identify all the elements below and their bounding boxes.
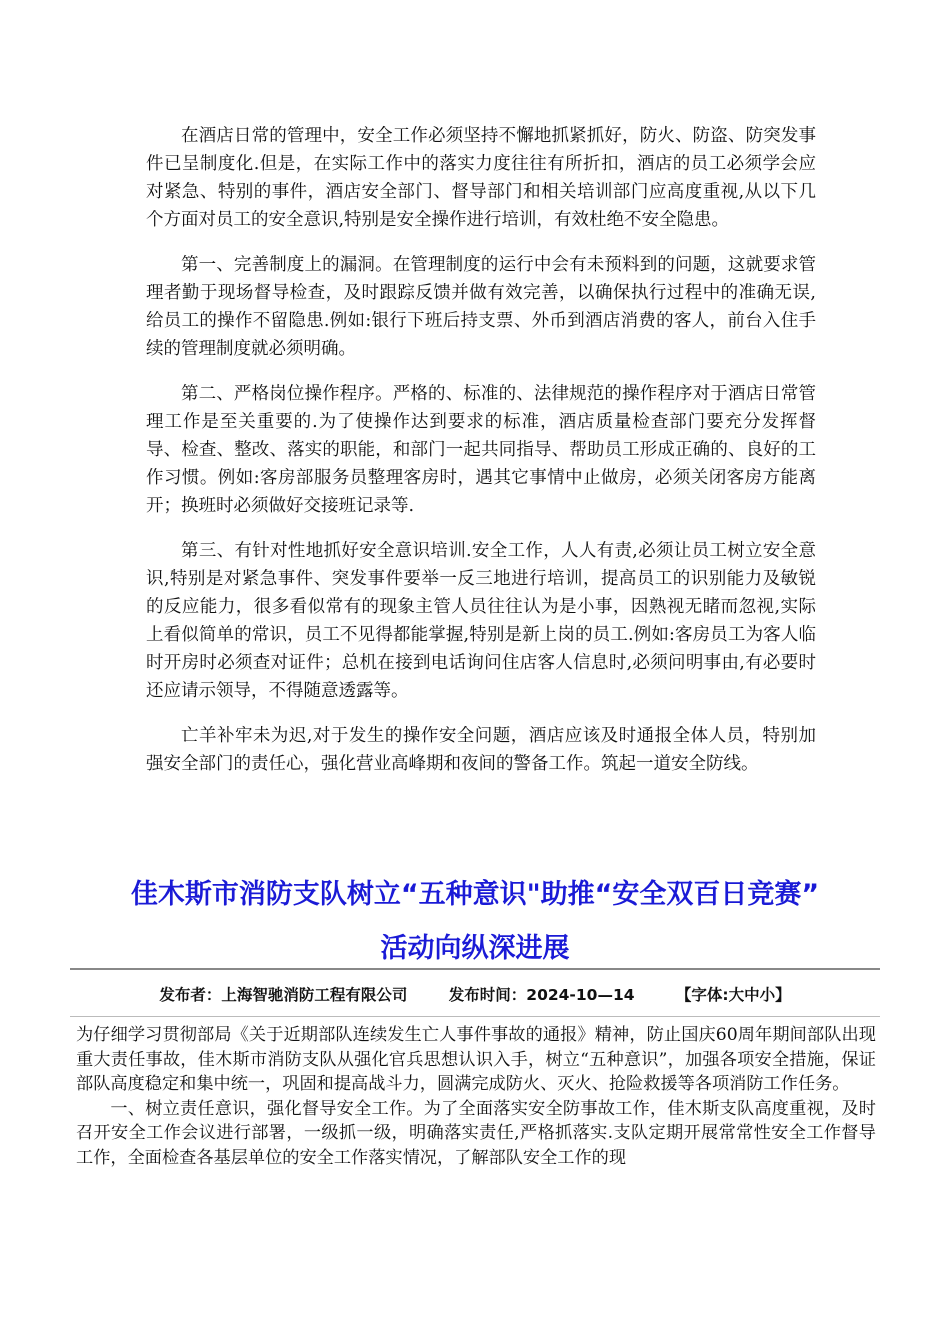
paragraph: 为仔细学习贯彻部局《关于近期部队连续发生亡人事件事故的通报》精神，防止国庆60周年期间部队出现重大责任事故，佳木斯市消防支队从强化官兵思想认识入手，树立“五种意识”，加强各项安全措施，保证部队高度稳定和集中统一，巩固和提高战斗力，圆满完成防火、灭火、抢险救援等各项消防工作任务。 [76, 1025, 876, 1094]
paragraph: 亡羊补牢未为迟,对于发生的操作安全问题，酒店应该及时通报全体人员，特别加强安全部门的责任心，强化营业高峰期和夜间的警备工作。筑起一道安全防线。 [146, 726, 816, 774]
paragraph: 在酒店日常的管理中，安全工作必须坚持不懈地抓紧抓好，防火、防盗、防突发事件已呈制度化.但是，在实际工作中的落实力度往往有所折扣，酒店的员工必须学会应对紧急、特别的事件，酒店安全部门、督导部门和相关培训部门应高度重视,从以下几个方面对员工的安全意识,特别是安全操作进行培训，有效杜绝不安全隐患。 [146, 126, 816, 230]
paragraph: 第二、严格岗位操作程序。严格的、标准的、法律规范的操作程序对于酒店日常管理工作是至关重要的.为了使操作达到要求的标准，酒店质量检查部门要充分发挥督导、检查、整改、落实的职能，和部门一起共同指导、帮助员工形成正确的、良好的工作习惯。例如:客房部服务员整理客房时，遇其它事情中止做房，必须关闭客房方能离开；换班时必须做好交接班记录等. [146, 384, 816, 516]
article-title-line-2: 活动向纵深进展 [380, 933, 570, 964]
publisher: 发布者：上海智驰消防工程有限公司 [159, 986, 408, 1004]
article-title [60, 868, 890, 976]
article-hotel-safety [146, 122, 816, 795]
title-divider [70, 968, 880, 970]
meta-divider [70, 1016, 880, 1017]
paragraph: 一、树立责任意识，强化督导安全工作。为了全面落实安全防事故工作，佳木斯支队高度重视，及时召开安全工作会议进行部署，一级抓一级，明确落实责任,严格抓落实.支队定期开展常常性安全工作督导工作，全面检查各基层单位的安全工作落实情况，了解部队安全工作的现 [76, 1098, 876, 1168]
article-title-line-1: 佳木斯市消防支队树立“五种意识"助推“安全双百日竞赛” [130, 879, 820, 910]
paragraph: 第三、有针对性地抓好安全意识培训.安全工作，人人有责,必须让员工树立安全意识,特别是对紧急事件、突发事件要举一反三地进行培训，提高员工的识别能力及敏锐的反应能力，很多看似常有的现象主管人员往往认为是小事，因熟视无睹而忽视,实际上看似简单的常识，员工不见得都能掌握,特别是新上岗的员工.例如:客房员工为客人临时开房时必须查对证件；总机在接到电话询问住店客人信息时,必须问明事由,有必要时还应请示领导，不得随意透露等。 [146, 541, 816, 701]
paragraph: 第一、完善制度上的漏洞。在管理制度的运行中会有未预料到的问题，这就要求管理者勤于现场督导检查，及时跟踪反馈并做有效完善，以确保执行过程中的准确无误,给员工的操作不留隐患.例如:银行下班后持支票、外币到酒店消费的客人，前台入住手续的管理制度就必须明确。 [146, 255, 816, 359]
font-size-selector[interactable]: 【字体:大中小】 [675, 986, 791, 1004]
publish-time: 发布时间：2024-10—14 [448, 986, 635, 1004]
article-body [76, 1023, 876, 1170]
article-meta [70, 980, 880, 1010]
